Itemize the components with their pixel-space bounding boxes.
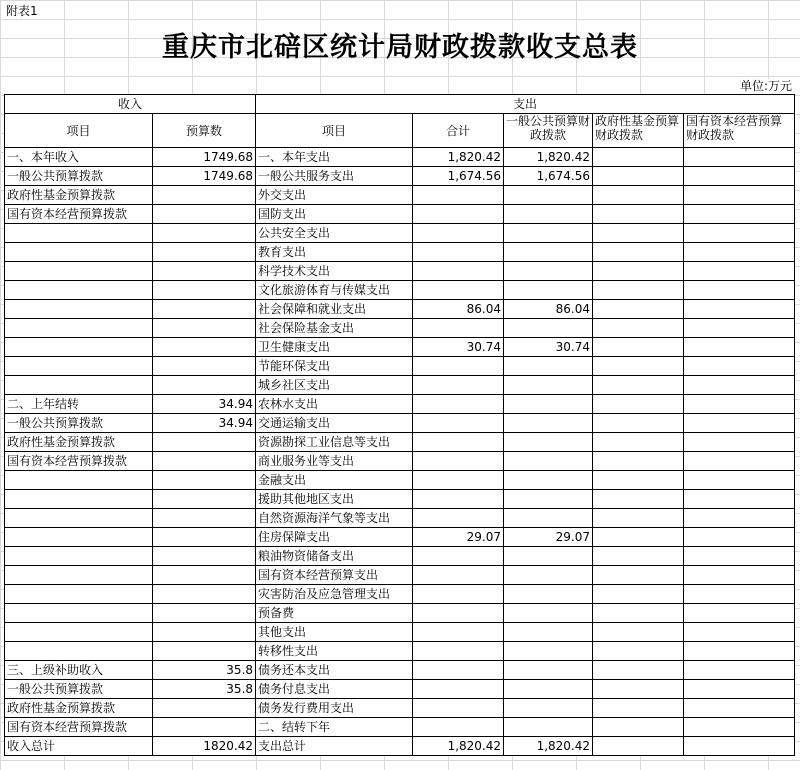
attachment-label: 附表1 <box>6 3 42 19</box>
income-item-cell: 一般公共预算拨款 <box>5 414 153 433</box>
income-amount-cell <box>153 585 256 604</box>
income-item-cell: 政府性基金预算拨款 <box>5 699 153 718</box>
expense-general-cell <box>504 357 593 376</box>
expense-item-cell: 自然资源海洋气象等支出 <box>256 509 413 528</box>
expense-item-cell: 债务还本支出 <box>256 661 413 680</box>
income-item-cell <box>5 262 153 281</box>
income-amount-cell <box>153 205 256 224</box>
expense-item-cell: 一般公共服务支出 <box>256 167 413 186</box>
expense-gov-fund-cell <box>593 376 684 395</box>
expense-item-cell: 其他支出 <box>256 623 413 642</box>
expense-total-cell <box>413 357 504 376</box>
expense-state-capital-cell <box>684 243 795 262</box>
table-body <box>5 148 795 737</box>
expense-general-cell: 1,820.42 <box>504 148 593 167</box>
expense-total-amount: 1,820.42 <box>413 737 504 756</box>
expense-general-cell <box>504 604 593 623</box>
income-item-cell <box>5 547 153 566</box>
expense-gov-fund-cell <box>593 338 684 357</box>
state-capital-header: 国有资本经营预算财政拨款 <box>684 114 795 148</box>
income-amount-cell: 35.8 <box>153 661 256 680</box>
expense-state-capital-cell <box>684 547 795 566</box>
expense-general-cell <box>504 414 593 433</box>
expense-total-header: 合计 <box>413 114 504 148</box>
expense-gov-fund-cell <box>593 699 684 718</box>
expense-general-cell <box>504 186 593 205</box>
expense-state-capital-cell <box>684 452 795 471</box>
expense-total-cell <box>413 547 504 566</box>
table-row <box>5 528 795 547</box>
income-amount-cell <box>153 319 256 338</box>
expense-total-cell <box>413 319 504 338</box>
expense-gov-fund-cell <box>593 148 684 167</box>
table-row <box>5 433 795 452</box>
expense-gov-fund-cell <box>593 357 684 376</box>
table-row <box>5 490 795 509</box>
expense-gov-fund-cell <box>593 395 684 414</box>
expense-total-cell <box>413 661 504 680</box>
income-amount-cell <box>153 642 256 661</box>
expense-total-cell <box>413 623 504 642</box>
income-amount-cell <box>153 300 256 319</box>
income-item-cell <box>5 490 153 509</box>
expense-gov-fund-cell <box>593 186 684 205</box>
expense-total-label: 支出总计 <box>256 737 413 756</box>
expense-gov-fund-cell <box>593 205 684 224</box>
expense-total-cell <box>413 376 504 395</box>
expense-total-cell <box>413 433 504 452</box>
expense-general-cell <box>504 680 593 699</box>
expense-gov-fund-cell <box>593 471 684 490</box>
expense-general-cell <box>504 642 593 661</box>
income-item-cell: 一般公共预算拨款 <box>5 680 153 699</box>
table-row <box>5 414 795 433</box>
expense-item-cell: 科学技术支出 <box>256 262 413 281</box>
income-item-cell <box>5 604 153 623</box>
income-item-cell <box>5 224 153 243</box>
expense-state-capital-cell <box>684 395 795 414</box>
expense-gov-fund-cell <box>593 452 684 471</box>
expense-item-cell: 农林水支出 <box>256 395 413 414</box>
income-item-cell: 国有资本经营预算拨款 <box>5 718 153 737</box>
table-row <box>5 357 795 376</box>
table-row <box>5 167 795 186</box>
expense-gov-fund-cell <box>593 528 684 547</box>
table-row <box>5 338 795 357</box>
expense-state-capital-cell <box>684 718 795 737</box>
gov-fund-header: 政府性基金预算财政拨款 <box>593 114 684 148</box>
expense-total-general: 1,820.42 <box>504 737 593 756</box>
expense-item-cell: 城乡社区支出 <box>256 376 413 395</box>
expense-item-cell: 节能环保支出 <box>256 357 413 376</box>
expense-state-capital-cell <box>684 262 795 281</box>
expense-total-cell <box>413 452 504 471</box>
expense-total-cell <box>413 243 504 262</box>
expense-state-capital-cell <box>684 186 795 205</box>
expense-total-cell: 29.07 <box>413 528 504 547</box>
expense-total-cell <box>413 490 504 509</box>
expense-item-cell: 国有资本经营预算支出 <box>256 566 413 585</box>
expense-total-cell <box>413 718 504 737</box>
expense-total-cell: 30.74 <box>413 338 504 357</box>
expense-item-cell: 粮油物资储备支出 <box>256 547 413 566</box>
expense-state-capital-cell <box>684 433 795 452</box>
expense-state-capital-cell <box>684 699 795 718</box>
income-amount-cell <box>153 471 256 490</box>
expense-gov-fund-cell <box>593 604 684 623</box>
income-item-cell: 国有资本经营预算拨款 <box>5 205 153 224</box>
income-amount-cell: 34.94 <box>153 395 256 414</box>
expense-gov-fund-cell <box>593 509 684 528</box>
income-item-cell: 政府性基金预算拨款 <box>5 186 153 205</box>
expense-general-cell <box>504 699 593 718</box>
expense-total-gov-fund <box>593 737 684 756</box>
expense-general-cell <box>504 566 593 585</box>
income-item-cell <box>5 319 153 338</box>
expense-total-cell: 1,820.42 <box>413 148 504 167</box>
table-row <box>5 186 795 205</box>
expense-item-cell: 转移性支出 <box>256 642 413 661</box>
expense-general-cell: 30.74 <box>504 338 593 357</box>
expense-state-capital-cell <box>684 471 795 490</box>
expense-state-capital-cell <box>684 205 795 224</box>
expense-gov-fund-cell <box>593 490 684 509</box>
expense-item-cell: 交通运输支出 <box>256 414 413 433</box>
header-row-columns <box>5 114 795 148</box>
expense-item-cell: 二、结转下年 <box>256 718 413 737</box>
budget-table <box>4 94 795 756</box>
income-item-cell: 三、上级补助收入 <box>5 661 153 680</box>
totals-row <box>5 737 795 756</box>
income-item-cell <box>5 642 153 661</box>
expense-item-cell: 灾害防治及应急管理支出 <box>256 585 413 604</box>
expense-gov-fund-cell <box>593 433 684 452</box>
expense-general-cell <box>504 452 593 471</box>
expense-general-cell: 29.07 <box>504 528 593 547</box>
expense-general-cell: 1,674.56 <box>504 167 593 186</box>
expense-section-header: 支出 <box>256 95 795 114</box>
expense-state-capital-cell <box>684 490 795 509</box>
table-row <box>5 300 795 319</box>
expense-state-capital-cell <box>684 224 795 243</box>
income-item-cell <box>5 566 153 585</box>
expense-total-cell <box>413 585 504 604</box>
expense-gov-fund-cell <box>593 642 684 661</box>
income-item-cell: 政府性基金预算拨款 <box>5 433 153 452</box>
income-item-cell <box>5 623 153 642</box>
income-amount-cell <box>153 604 256 623</box>
table-row <box>5 604 795 623</box>
header-row-sections <box>5 95 795 114</box>
table-row <box>5 205 795 224</box>
table-row <box>5 224 795 243</box>
expense-total-cell <box>413 186 504 205</box>
expense-gov-fund-cell <box>593 718 684 737</box>
income-amount-cell <box>153 547 256 566</box>
expense-total-cell <box>413 205 504 224</box>
expense-state-capital-cell <box>684 528 795 547</box>
income-item-cell <box>5 376 153 395</box>
expense-general-cell: 86.04 <box>504 300 593 319</box>
expense-state-capital-cell <box>684 414 795 433</box>
income-amount-cell <box>153 718 256 737</box>
income-amount-cell: 35.8 <box>153 680 256 699</box>
expense-item-cell: 金融支出 <box>256 471 413 490</box>
table-row <box>5 471 795 490</box>
expense-item-cell: 援助其他地区支出 <box>256 490 413 509</box>
expense-total-cell <box>413 395 504 414</box>
expense-item-cell: 资源勘探工业信息等支出 <box>256 433 413 452</box>
table-row <box>5 699 795 718</box>
expense-state-capital-cell <box>684 300 795 319</box>
expense-state-capital-cell <box>684 167 795 186</box>
expense-state-capital-cell <box>684 604 795 623</box>
income-amount-cell <box>153 186 256 205</box>
income-amount-cell <box>153 376 256 395</box>
expense-gov-fund-cell <box>593 623 684 642</box>
expense-item-cell: 外交支出 <box>256 186 413 205</box>
income-amount-cell <box>153 528 256 547</box>
income-amount-cell <box>153 623 256 642</box>
expense-total-cell <box>413 224 504 243</box>
expense-state-capital-cell <box>684 642 795 661</box>
expense-gov-fund-cell <box>593 547 684 566</box>
income-item-header: 项目 <box>5 114 153 148</box>
income-item-cell <box>5 585 153 604</box>
expense-general-cell <box>504 490 593 509</box>
table-row <box>5 680 795 699</box>
expense-state-capital-cell <box>684 376 795 395</box>
income-item-cell <box>5 528 153 547</box>
table-row <box>5 547 795 566</box>
expense-gov-fund-cell <box>593 680 684 699</box>
income-item-cell: 一、本年收入 <box>5 148 153 167</box>
income-amount-cell <box>153 699 256 718</box>
expense-gov-fund-cell <box>593 661 684 680</box>
income-item-cell <box>5 338 153 357</box>
expense-item-cell: 文化旅游体育与传媒支出 <box>256 281 413 300</box>
table-row <box>5 623 795 642</box>
table-row <box>5 566 795 585</box>
expense-total-cell <box>413 281 504 300</box>
table-row <box>5 718 795 737</box>
income-total-label: 收入总计 <box>5 737 153 756</box>
expense-item-header: 项目 <box>256 114 413 148</box>
expense-general-cell <box>504 281 593 300</box>
expense-gov-fund-cell <box>593 224 684 243</box>
expense-total-cell <box>413 699 504 718</box>
income-amount-cell: 1749.68 <box>153 167 256 186</box>
table-row <box>5 395 795 414</box>
income-amount-cell <box>153 281 256 300</box>
expense-general-cell <box>504 319 593 338</box>
expense-item-cell: 国防支出 <box>256 205 413 224</box>
table-row <box>5 319 795 338</box>
expense-item-cell: 公共安全支出 <box>256 224 413 243</box>
income-item-cell <box>5 509 153 528</box>
expense-state-capital-cell <box>684 623 795 642</box>
table-row <box>5 661 795 680</box>
expense-total-cell <box>413 471 504 490</box>
income-amount-cell <box>153 243 256 262</box>
expense-state-capital-cell <box>684 338 795 357</box>
expense-item-cell: 住房保障支出 <box>256 528 413 547</box>
expense-state-capital-cell <box>684 680 795 699</box>
income-total-amount: 1820.42 <box>153 737 256 756</box>
income-amount-cell <box>153 357 256 376</box>
income-amount-cell: 1749.68 <box>153 148 256 167</box>
table-row <box>5 376 795 395</box>
expense-total-cell <box>413 262 504 281</box>
expense-gov-fund-cell <box>593 281 684 300</box>
expense-general-cell <box>504 509 593 528</box>
expense-state-capital-cell <box>684 281 795 300</box>
expense-general-cell <box>504 585 593 604</box>
table-row <box>5 148 795 167</box>
table-row <box>5 642 795 661</box>
expense-general-cell <box>504 547 593 566</box>
expense-item-cell: 债务发行费用支出 <box>256 699 413 718</box>
table-row <box>5 281 795 300</box>
expense-item-cell: 商业服务业等支出 <box>256 452 413 471</box>
expense-total-cell: 86.04 <box>413 300 504 319</box>
page-title: 重庆市北碚区统计局财政拨款收支总表 <box>162 32 638 63</box>
expense-general-cell <box>504 433 593 452</box>
expense-gov-fund-cell <box>593 243 684 262</box>
expense-gov-fund-cell <box>593 262 684 281</box>
table-row <box>5 262 795 281</box>
expense-total-cell <box>413 680 504 699</box>
expense-state-capital-cell <box>684 585 795 604</box>
expense-general-cell <box>504 661 593 680</box>
expense-general-cell <box>504 262 593 281</box>
income-item-cell <box>5 243 153 262</box>
expense-general-cell <box>504 718 593 737</box>
expense-general-cell <box>504 376 593 395</box>
income-amount-cell <box>153 433 256 452</box>
income-item-cell <box>5 300 153 319</box>
expense-total-cell <box>413 414 504 433</box>
table-row <box>5 452 795 471</box>
income-amount-cell <box>153 224 256 243</box>
expense-total-state-capital <box>684 737 795 756</box>
expense-general-cell <box>504 224 593 243</box>
expense-item-cell: 预备费 <box>256 604 413 623</box>
expense-total-cell: 1,674.56 <box>413 167 504 186</box>
table-row <box>5 585 795 604</box>
expense-general-cell <box>504 243 593 262</box>
expense-gov-fund-cell <box>593 167 684 186</box>
expense-item-cell: 社会保险基金支出 <box>256 319 413 338</box>
expense-total-cell <box>413 604 504 623</box>
expense-item-cell: 社会保障和就业支出 <box>256 300 413 319</box>
expense-item-cell: 一、本年支出 <box>256 148 413 167</box>
expense-item-cell: 卫生健康支出 <box>256 338 413 357</box>
income-amount-cell <box>153 338 256 357</box>
expense-general-cell <box>504 395 593 414</box>
income-amount-cell <box>153 490 256 509</box>
income-amount-cell <box>153 509 256 528</box>
expense-state-capital-cell <box>684 319 795 338</box>
expense-total-cell <box>413 509 504 528</box>
table-row <box>5 509 795 528</box>
income-budget-header: 预算数 <box>153 114 256 148</box>
expense-item-cell: 债务付息支出 <box>256 680 413 699</box>
expense-item-cell: 教育支出 <box>256 243 413 262</box>
income-amount-cell <box>153 262 256 281</box>
expense-total-cell <box>413 566 504 585</box>
expense-state-capital-cell <box>684 357 795 376</box>
income-item-cell <box>5 357 153 376</box>
expense-state-capital-cell <box>684 509 795 528</box>
income-section-header: 收入 <box>5 95 256 114</box>
expense-gov-fund-cell <box>593 566 684 585</box>
expense-state-capital-cell <box>684 661 795 680</box>
income-amount-cell: 34.94 <box>153 414 256 433</box>
expense-general-cell <box>504 471 593 490</box>
general-budget-header: 一般公共预算财政拨款 <box>504 114 593 148</box>
expense-gov-fund-cell <box>593 585 684 604</box>
expense-general-cell <box>504 623 593 642</box>
unit-label: 单位:万元 <box>736 79 792 94</box>
income-item-cell: 二、上年结转 <box>5 395 153 414</box>
income-item-cell <box>5 471 153 490</box>
expense-gov-fund-cell <box>593 300 684 319</box>
expense-total-cell <box>413 642 504 661</box>
income-item-cell: 一般公共预算拨款 <box>5 167 153 186</box>
income-item-cell <box>5 281 153 300</box>
income-amount-cell <box>153 452 256 471</box>
expense-gov-fund-cell <box>593 319 684 338</box>
expense-state-capital-cell <box>684 148 795 167</box>
expense-general-cell <box>504 205 593 224</box>
expense-state-capital-cell <box>684 566 795 585</box>
income-item-cell: 国有资本经营预算拨款 <box>5 452 153 471</box>
table-row <box>5 243 795 262</box>
income-amount-cell <box>153 566 256 585</box>
expense-gov-fund-cell <box>593 414 684 433</box>
